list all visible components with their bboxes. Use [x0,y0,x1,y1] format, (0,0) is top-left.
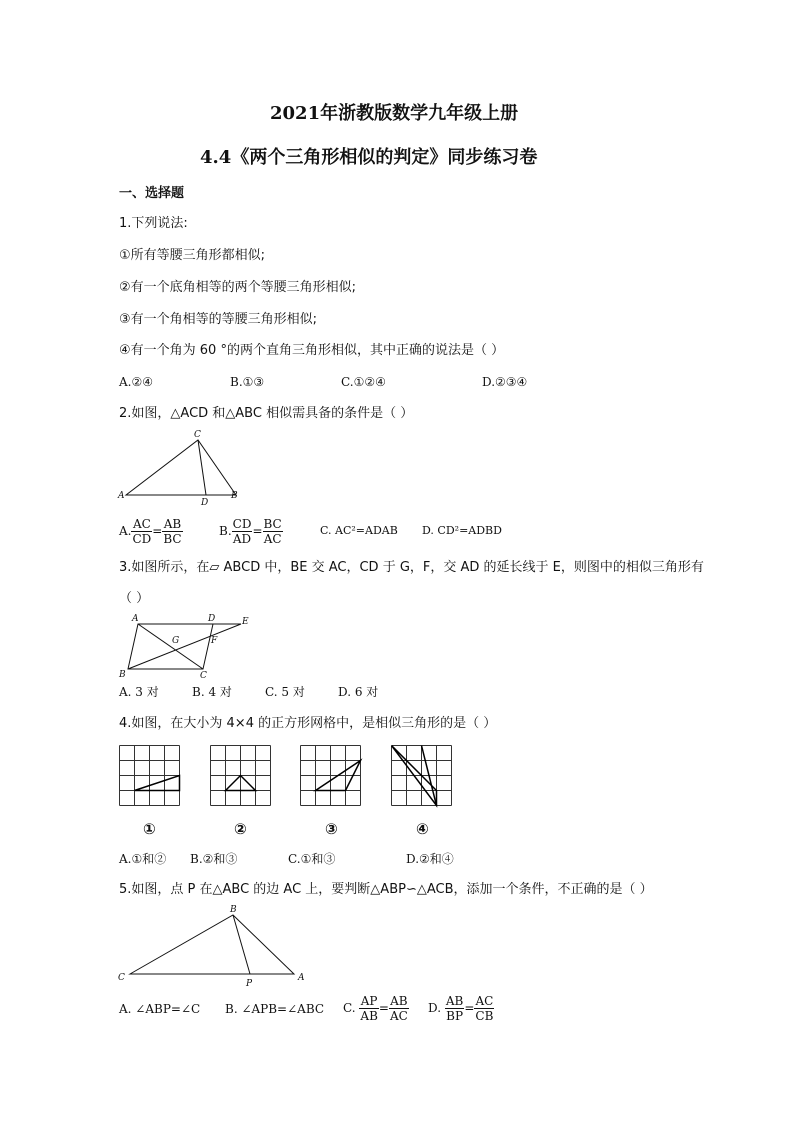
q4-grid-2 [210,745,274,809]
q2-option-a-fraction-left [131,517,152,546]
fraction-numerator: AP [360,994,378,1008]
q5-stem: 5.如图，点 P 在△ABC 的边 AC 上，要判断△ABP∽△ACB，添加一个条件，不正确的是（ ） [119,882,653,897]
q4-grid-3 [300,745,364,809]
q2-option-b-fraction-right [263,517,283,546]
q5-label-p: P [246,979,253,989]
q1-stem: 1.下列说法: [119,216,188,231]
q2-triangle-abc [126,440,236,495]
q5-label-b: B [230,905,237,915]
q3-label-e: E [242,617,249,627]
q3-label-d: D [208,614,216,624]
q1-option-d: D.②③④ [482,375,528,389]
document-subtitle: 4.4《两个三角形相似的判定》同步练习卷 [200,147,538,168]
q2-option-c: C. AC²=ADAB [320,524,398,537]
q1-statement-4: ④有一个角为 60 °的两个直角三角形相似，其中正确的说法是（ ） [119,343,505,358]
q3-stem: 3.如图所示，在▱ ABCD 中，BE 交 AC，CD 于 G，F，交 AD 的延长线于 E，则图中的相似三角形有 [119,560,704,575]
fraction-numerator: AC [132,517,151,531]
q5-option-c: C. $\frac{AP}{AB}$ = $\frac{AB}{AC}$ [343,994,408,1023]
fraction-denominator: AD [232,532,252,546]
q4-grid-1-lines [120,746,180,806]
q4-grid-label-4: ④ [416,820,429,838]
q3-parallelogram-figure [118,612,258,682]
q3-segment-be [128,624,241,669]
q3-option-b: B. 4 对 [192,685,232,699]
q3-label-g: G [172,636,180,646]
fraction-numerator: AC [475,994,494,1008]
q5-option-c-fraction-right [389,994,409,1023]
q2-label-b: B [231,491,238,501]
q4-option-d: D.②和④ [406,852,454,866]
fraction-numerator: BC [263,517,282,531]
q5-option-d-prefix: D. [428,1001,442,1015]
q1-option-b: B.①③ [230,375,265,389]
q2-option-b-fraction-left [232,517,253,546]
q1-option-a: A.②④ [119,375,153,389]
q5-triangle-abc [130,915,294,974]
fraction-numerator: CD [232,517,252,531]
q2-segment-cd [198,440,206,495]
q2-option-a-fraction-right [162,517,182,546]
q5-triangle-figure [116,902,316,987]
q2-option-a: A. $\frac{AC}{CD}$ = $\frac{AB}{BC}$ [119,517,182,546]
q2-label-d: D [201,498,209,508]
q4-grid-4 [391,745,455,809]
q3-answer-paren: （ ） [119,591,150,606]
q2-label-c: C [194,430,201,440]
q5-label-c: C [118,973,125,983]
q4-grid-label-1: ① [143,820,156,838]
q4-triangle-1 [135,776,180,791]
fraction-denominator: AC [263,532,282,546]
q4-grid-1 [119,745,183,809]
q3-option-c: C. 5 对 [265,685,305,699]
fraction-numerator: AB [163,517,182,531]
fraction-numerator: AB [445,994,464,1008]
q5-option-c-prefix: C. [343,1001,356,1015]
q3-label-f: F [211,636,218,646]
fraction-numerator: AB [390,994,408,1008]
q5-option-b: B. ∠APB=∠ABC [225,1002,325,1016]
q1-option-c: C.①②④ [341,375,386,389]
fraction-denominator: CB [475,1009,494,1023]
q4-option-c: C.①和③ [288,852,336,866]
fraction-denominator: AB [360,1009,378,1023]
q3-label-a: A [132,614,139,624]
q1-statement-3: ③有一个角相等的等腰三角形相似; [119,312,318,327]
q1-statement-2: ②有一个底角相等的两个等腰三角形相似; [119,280,357,295]
q4-option-a: A.①和② [119,852,167,866]
q2-stem: 2.如图，△ACD 和△ABC 相似需具备的条件是（ ） [119,406,414,421]
q2-option-b-prefix: B. [219,524,232,538]
q3-diagonal-ac [138,624,203,669]
section-heading: 一、选择题 [119,186,185,201]
q2-option-d: D. CD²=ADBD [422,524,502,537]
q2-option-b: B. $\frac{CD}{AD}$ = $\frac{BC}{AC}$ [219,517,282,546]
q4-option-b: B.②和③ [190,852,238,866]
q5-option-a: A. ∠ABP=∠C [119,1002,201,1016]
q5-option-c-fraction-left [359,994,378,1023]
q4-grid-label-2: ② [234,820,247,838]
q4-stem: 4.如图，在大小为 4×4 的正方形网格中，是相似三角形的是（ ） [119,716,497,731]
q5-option-d: D. $\frac{AB}{BP}$ = $\frac{AC}{CB}$ [428,994,494,1023]
q3-option-d: D. 6 对 [338,685,379,699]
document-title: 2021年浙教版数学九年级上册 [270,103,519,124]
q2-triangle-figure [118,428,248,508]
fraction-denominator: BP [446,1009,464,1023]
q3-label-b: B [119,670,126,680]
fraction-denominator: BC [163,532,182,546]
q2-option-a-prefix: A. [119,524,132,538]
q1-statement-1: ①所有等腰三角形都相似; [119,248,266,263]
q4-grid-3-lines [301,746,361,806]
fraction-denominator: AC [389,1009,408,1023]
q5-option-d-fraction-right [474,994,494,1023]
q3-label-c: C [200,671,207,681]
q2-label-a: A [118,491,125,501]
q4-grid-label-3: ③ [325,820,338,838]
q5-option-d-fraction-left [445,994,464,1023]
q5-label-a: A [298,973,305,983]
q3-option-a: A. 3 对 [119,685,159,699]
fraction-denominator: CD [132,532,152,546]
